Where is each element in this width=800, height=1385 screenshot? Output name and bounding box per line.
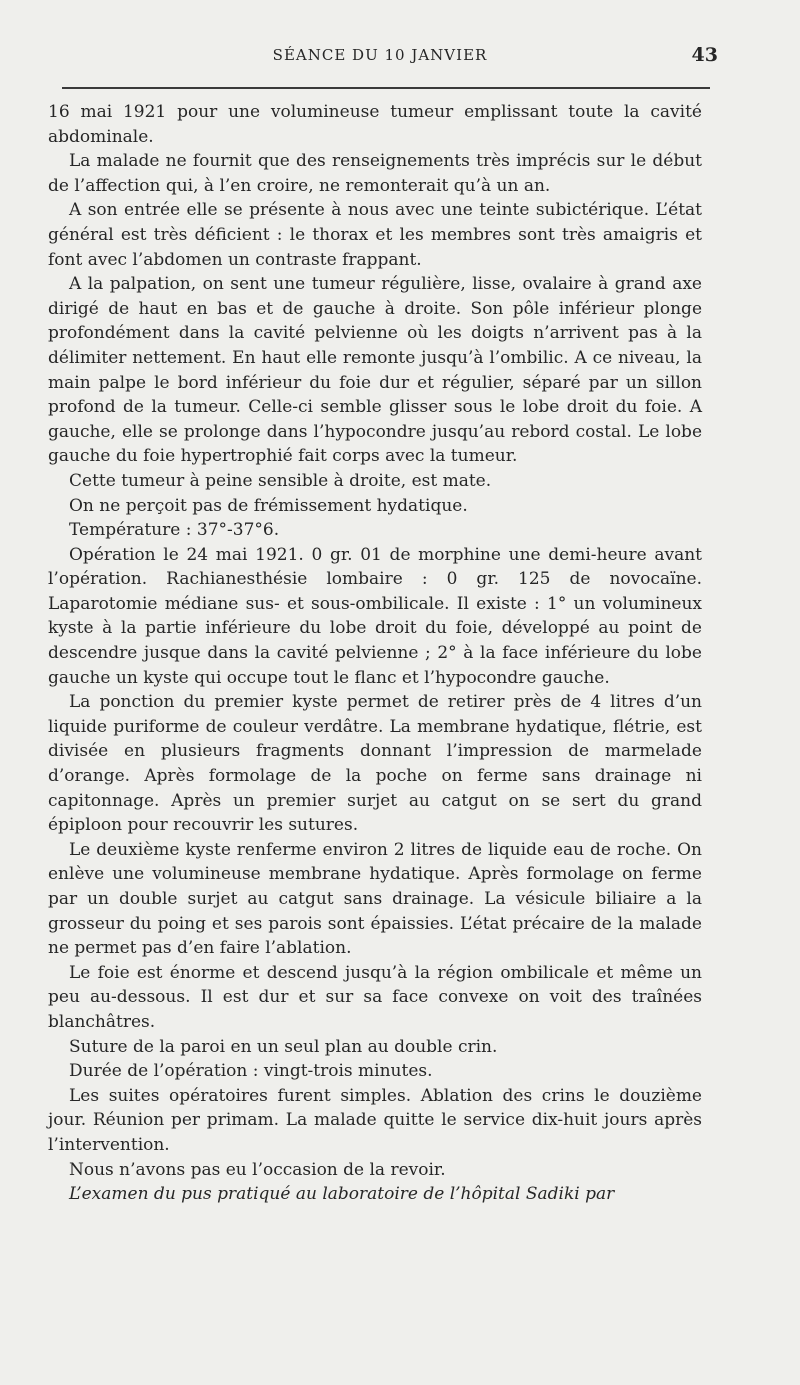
paragraph: Opération le 24 mai 1921. 0 gr. 01 de morphine une demi-heure avant l’opération. Rachianesthésie lombaire : 0 gr. 125 de novocaïne. Laparotomie médiane sus- et sous-ombilicale. Il existe : 1° un volumineux kyste à la partie inférieure du lobe droit du foie, développé au point de descendre jusque dans la cavité pelvienne ; 2° à la face inférieure du lobe gauche un kyste qui occupe tout le flanc et l’hypocondre gauche. <box>48 544 702 688</box>
paragraph: On ne perçoit pas de frémissement hydatique. <box>69 495 468 516</box>
paragraph: Nous n’avons pas eu l’occasion de la revoir. <box>69 1159 446 1180</box>
paragraph: Le deuxième kyste renferme environ 2 litres de liquide eau de roche. On enlève une volumineuse membrane hydatique. Après formolage on ferme par un double surjet au catgut sans drainage. La vésicule biliaire a la grosseur du poing et ses parois sont épaissies. L’état précaire de la malade ne permet pas d’en faire l’ablation. <box>48 839 702 959</box>
paragraph-italic: L’examen du pus pratiqué au laboratoire de l’hôpital Sadiki par <box>69 1184 615 1205</box>
paragraph-continuation: 16 mai 1921 pour une volumineuse tumeur emplissant toute la cavité abdominale. <box>48 102 702 147</box>
paragraph: Le foie est énorme et descend jusqu’à la région ombilicale et même un peu au-dessous. Il est dur et sur sa face convexe on voit des traînées blanchâtres. <box>48 962 702 1032</box>
page-number: 43 <box>691 44 718 66</box>
body-text <box>48 100 702 1207</box>
paragraph: A la palpation, on sent une tumeur régulière, lisse, ovalaire à grand axe dirigé de haut en bas et de gauche à droite. Son pôle inférieur plonge profondément dans la cavité pelvienne où les doigts n’arrivent pas à la délimiter nettement. En haut elle remonte jusqu’à l’ombilic. A ce niveau, la main palpe le bord inférieur du foie dur et régulier, séparé par un sillon profond de la tumeur. Celle-ci semble glisser sous le lobe droit du foie. A gauche, elle se prolonge dans l’hypocondre jusqu’au rebord costal. Le lobe gauche du foie hypertrophié fait corps avec la tumeur. <box>48 274 702 467</box>
running-title: SÉANCE DU 10 JANVIER <box>272 46 488 64</box>
paragraph: Durée de l’opération : vingt-trois minutes. <box>69 1061 433 1082</box>
paragraph: La malade ne fournit que des renseignements très imprécis sur le début de l’affection qui, à l’en croire, ne remonterait qu’à un an. <box>48 151 702 196</box>
paragraph: Température : 37°-37°6. <box>69 520 280 541</box>
paragraph: Cette tumeur à peine sensible à droite, est mate. <box>69 470 492 491</box>
page-header <box>48 44 718 70</box>
paragraph: La ponction du premier kyste permet de retirer près de 4 litres d’un liquide puriforme de couleur verdâtre. La membrane hydatique, flétrie, est divisée en plusieurs fragments donnant l’impression de marmelade d’orange. Après formolage de la poche on ferme sans drainage ni capitonnage. Après un premier surjet au catgut on se sert du grand épiploon pour recouvrir les sutures. <box>48 692 702 836</box>
paragraph: A son entrée elle se présente à nous avec une teinte subictérique. L’état général est très déficient : le thorax et les membres sont très amaigris et font avec l’abdomen un contraste frappant. <box>48 200 702 270</box>
paragraph: Suture de la paroi en un seul plan au double crin. <box>69 1036 498 1057</box>
header-rule <box>62 87 710 89</box>
paragraph: Les suites opératoires furent simples. Ablation des crins le douzième jour. Réunion per primam. La malade quitte le service dix-huit jours après l’intervention. <box>48 1085 702 1155</box>
